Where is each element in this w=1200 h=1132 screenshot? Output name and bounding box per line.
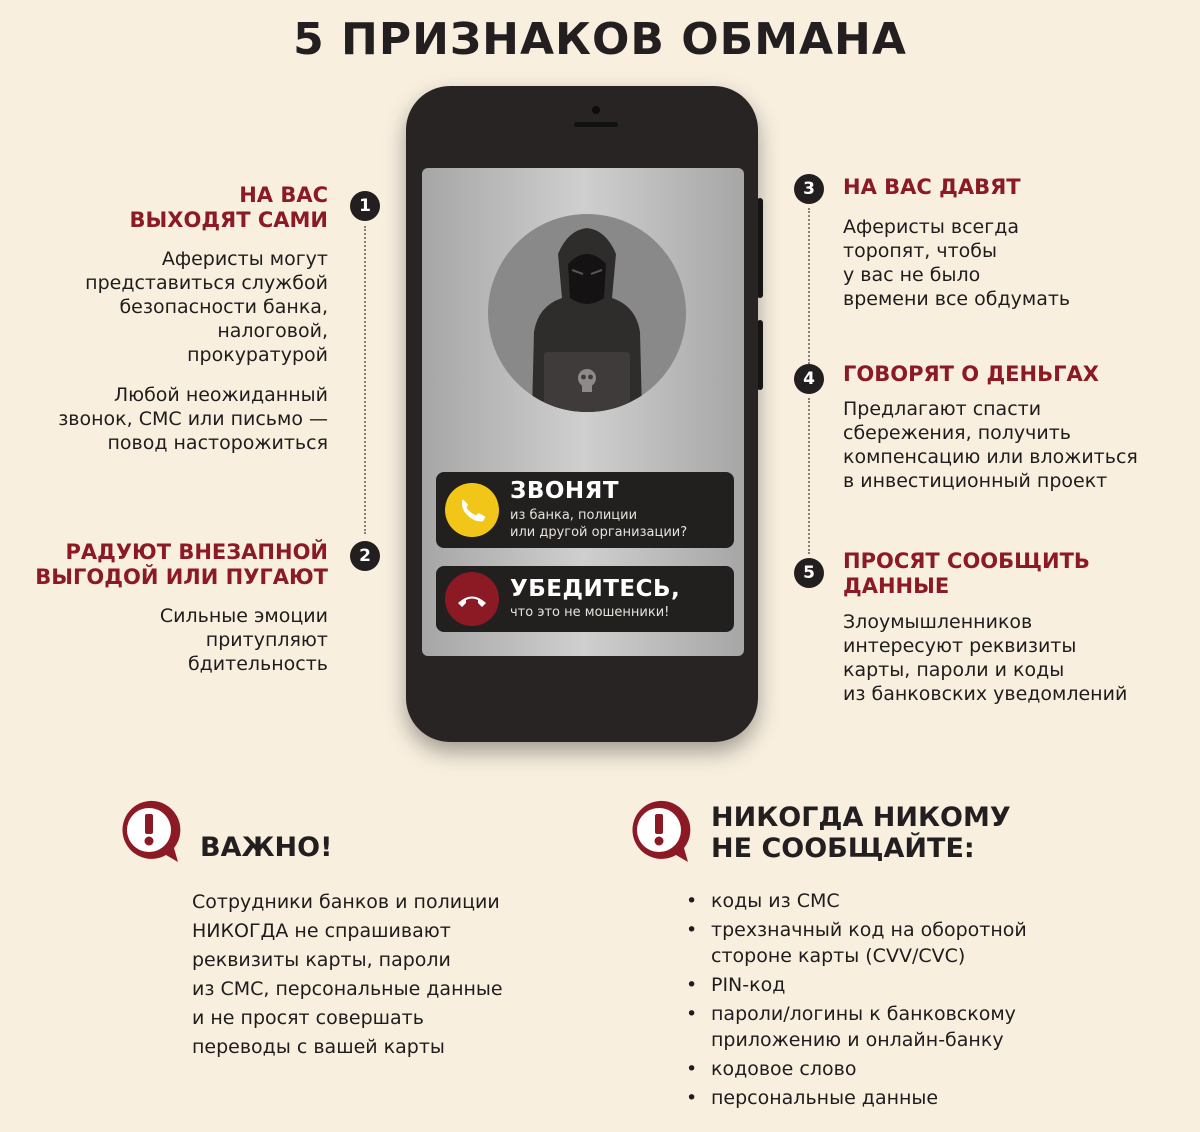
connector-line-3 xyxy=(808,208,810,364)
important-text: Сотрудники банков и полиции НИКОГДА не спрашивают реквизиты карты, пароли из СМС, персональные данные и не просят совершать переводы с вашей карты xyxy=(192,891,503,1058)
list-item: • коды из СМС xyxy=(684,888,1104,914)
list-item: • персональные данные xyxy=(684,1085,1104,1111)
sign-3-text: Аферисты всегда торопят, чтобы у вас не было времени все обдумать xyxy=(843,216,1071,310)
sign-2-number: 2 xyxy=(350,541,380,571)
important-title: ВАЖНО! xyxy=(200,832,333,863)
sign-4 xyxy=(843,362,1183,493)
sign-5-text: Злоумышленников интересуют реквизиты карты, пароли и коды из банковских уведомлений xyxy=(843,611,1128,705)
call-subtitle: из банка, полиции или другой организации? xyxy=(510,508,688,540)
hacker-avatar-icon xyxy=(488,214,686,412)
sign-1-note: Любой неожиданный звонок, СМС или письмо — повод насторожиться xyxy=(58,384,328,454)
sign-2-heading: РАДУЮТ ВНЕЗАПНОЙ ВЫГОДОЙ ИЛИ ПУГАЮТ xyxy=(35,540,328,589)
sign-5 xyxy=(843,549,1183,706)
list-item: • PIN-код xyxy=(684,972,1104,998)
sign-2-text: Сильные эмоции притупляют бдительность xyxy=(159,605,328,675)
list-item: • пароли/логины к банковскому приложению и онлайн-банку xyxy=(684,1001,1104,1053)
verify-subtitle: что это не мошенники! xyxy=(510,605,670,620)
sign-1-number: 1 xyxy=(350,191,380,221)
connector-line-4 xyxy=(808,398,810,554)
sign-5-heading: ПРОСЯТ СООБЩИТЬ ДАННЫЕ xyxy=(843,549,1090,598)
sign-3 xyxy=(843,175,1183,311)
sign-3-heading: НА ВАС ДАВЯТ xyxy=(843,175,1021,199)
sign-1 xyxy=(20,183,328,455)
sign-4-text: Предлагают спасти сбережения, получить компенсацию или вложиться в инвестиционный проект xyxy=(843,398,1138,492)
never-list xyxy=(684,888,1104,1114)
incoming-call-card[interactable] xyxy=(436,472,734,548)
list-item: • трехзначный код на оборотной стороне карты (CVV/CVC) xyxy=(684,917,1104,969)
sign-1-heading: НА ВАС ВЫХОДЯТ САМИ xyxy=(129,183,328,232)
sign-3-number: 3 xyxy=(794,174,824,204)
verify-title: УБЕДИТЕСЬ, xyxy=(510,576,681,602)
phone-answer-icon[interactable] xyxy=(445,483,499,537)
exclamation-bubble-icon xyxy=(626,798,692,864)
call-title: ЗВОНЯТ xyxy=(510,478,620,504)
sign-4-heading: ГОВОРЯТ О ДЕНЬГАХ xyxy=(843,362,1099,386)
never-title: НИКОГДА НИКОМУ НЕ СООБЩАЙТЕ: xyxy=(711,802,1011,864)
phone-camera xyxy=(592,106,600,114)
page-title: 5 ПРИЗНАКОВ ОБМАНА xyxy=(293,14,907,65)
sign-5-number: 5 xyxy=(794,558,824,588)
verify-card[interactable] xyxy=(436,566,734,632)
sign-1-text: Аферисты могут представиться службой безопасности банка, налоговой, прокуратурой xyxy=(85,248,328,366)
sign-2 xyxy=(20,540,328,676)
sign-4-number: 4 xyxy=(794,364,824,394)
phone-decline-icon[interactable] xyxy=(445,572,499,626)
connector-line-1 xyxy=(364,226,366,534)
exclamation-bubble-icon xyxy=(116,798,182,864)
list-item: • кодовое слово xyxy=(684,1056,1104,1082)
phone-speaker xyxy=(574,122,618,127)
